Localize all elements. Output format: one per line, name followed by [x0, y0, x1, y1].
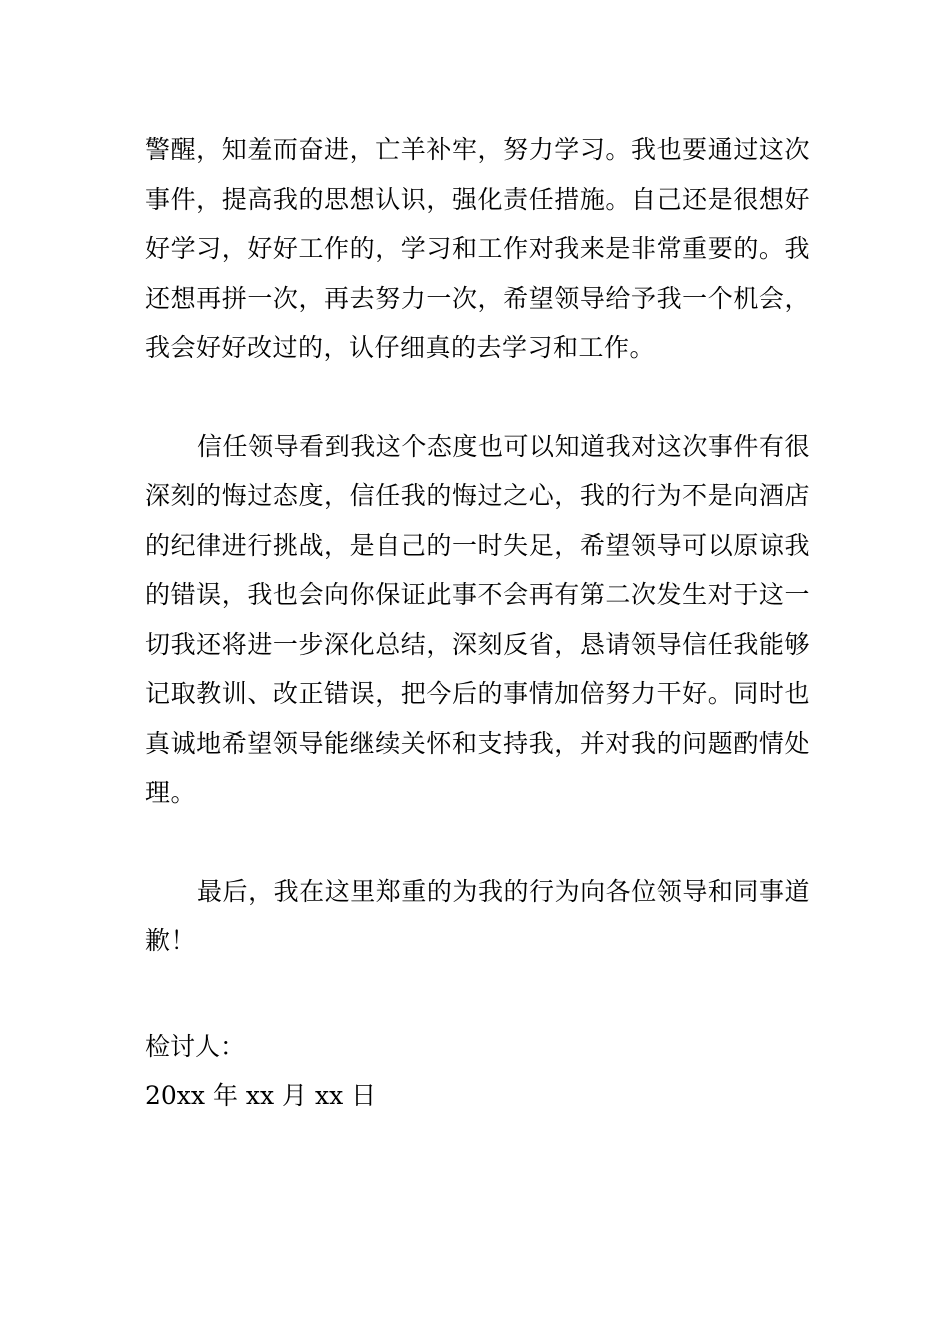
paragraph-gap	[145, 373, 810, 422]
signature-date: 20xx 年 xx 月 xx 日	[145, 1081, 377, 1110]
paragraph-trust: 信任领导看到我这个态度也可以知道我对这次事件有很深刻的悔过态度，信任我的悔过之心，我的行为不是向酒店的纪律进行挑战，是自己的一时失足，希望领导可以原谅我的错误，我也会向你保证此事不会再有第二次发生对于这一切我还将进一步深化总结，深刻反省，恳请领导信任我能够记取教训、改正错误，把今后的事情加倍努力干好。同时也真诚地希望领导能继续关怀和支持我，并对我的问题酌情处理。	[145, 431, 810, 807]
document-body	[145, 125, 810, 966]
paragraph-apology: 最后，我在这里郑重的为我的行为向各位领导和同事道歉！	[145, 876, 810, 955]
paragraph-continuation: 警醒，知羞而奋进，亡羊补牢，努力学习。我也要通过这次事件，提高我的思想认识，强化责任措施。自己还是很想好好学习，好好工作的，学习和工作对我来是非常重要的。我还想再拼一次，再去努力一次，希望领导给予我一个机会，我会好好改过的，认仔细真的去学习和工作。	[145, 135, 810, 362]
signature-label: 检讨人：	[145, 1032, 246, 1061]
paragraph-gap	[145, 818, 810, 867]
